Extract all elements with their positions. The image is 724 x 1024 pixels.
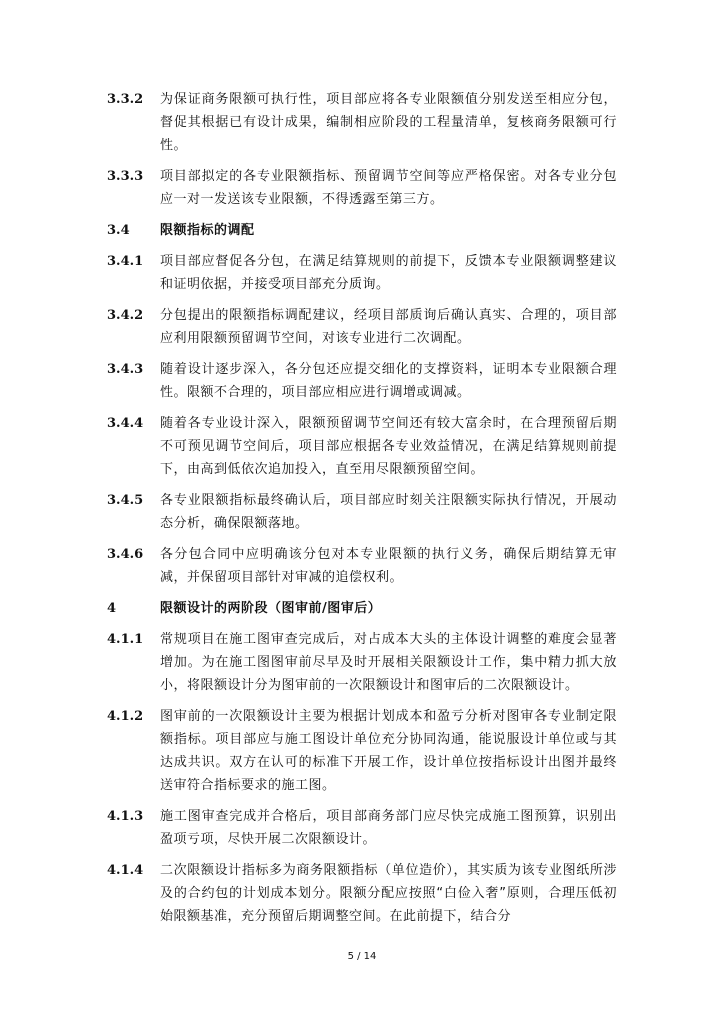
clause-text: 项目部拟定的各专业限额指标、预留调节空间等应严格保密。对各专业分包应一对一发送该专业限额，不得透露至第三方。	[160, 169, 617, 207]
clause-number: 3.4.5	[107, 493, 144, 508]
clause-number: 3.3.2	[107, 92, 144, 107]
clause-number: 3.4.2	[107, 308, 144, 323]
clause	[107, 358, 617, 404]
clause-number: 3.4.6	[107, 547, 144, 562]
clause	[107, 250, 617, 296]
heading-text: 限额设计的两阶段（图审前/图审后）	[160, 601, 382, 616]
clause	[107, 165, 617, 211]
clause-text: 为保证商务限额可执行性，项目部应将各专业限额值分别发送至相应分包，督促其根据已有设计成果，编制相应阶段的工程量清单，复核商务限额可行性。	[160, 92, 617, 153]
clause	[107, 705, 617, 797]
clause-text: 图审前的一次限额设计主要为根据计划成本和盈亏分析对图审各专业制定限额指标。项目部应与施工图设计单位充分协同沟通，能说服设计单位或与其达成共识。双方在认可的标准下开展工作，设计单位按指标设计出图并最终送审符合指标要求的施工图。	[160, 709, 617, 793]
clause-text: 二次限额设计指标多为商务限额指标（单位造价），其实质为该专业图纸所涉及的合约包的计划成本划分。限额分配应按照“白俭入奢”原则，合理压低初始限额基准，充分预留后期调整空间。在此前提下，结合分	[160, 863, 617, 924]
clause-number: 4.1.4	[107, 863, 144, 878]
clause-text: 项目部应督促各分包，在满足结算规则的前提下，反馈本专业限额调整建议和证明依据，并接受项目部充分质询。	[160, 254, 617, 292]
section-heading	[107, 597, 617, 620]
clause-text: 各分包合同中应明确该分包对本专业限额的执行义务，确保后期结算无审减，并保留项目部针对审减的追偿权利。	[160, 547, 617, 585]
clause-text: 常规项目在施工图审查完成后，对占成本大头的主体设计调整的难度会显著增加。为在施工图图审前尽早及时开展相关限额设计工作，集中精力抓大放小，将限额设计分为图审前的一次限额设计和图审后的二次限额设计。	[160, 632, 617, 693]
heading-text: 限额指标的调配	[160, 223, 255, 238]
clause	[107, 489, 617, 535]
clause-text: 施工图审查完成并合格后，项目部商务部门应尽快完成施工图预算，识别出盈项亏项，尽快开展二次限额设计。	[160, 809, 617, 847]
clause	[107, 859, 617, 928]
clause-number: 3.4.3	[107, 362, 144, 377]
clause	[107, 628, 617, 697]
clause-number: 4.1.3	[107, 809, 144, 824]
clause-number: 3.4	[107, 223, 130, 238]
document-body	[107, 88, 617, 936]
page-number: 5 / 14	[347, 951, 377, 962]
clause-text: 分包提出的限额指标调配建议，经项目部质询后确认真实、合理的，项目部应利用限额预留调节空间，对该专业进行二次调配。	[160, 308, 617, 346]
clause-text: 各专业限额指标最终确认后，项目部应时刻关注限额实际执行情况，开展动态分析，确保限额落地。	[160, 493, 617, 531]
clause-text: 随着各专业设计深入，限额预留调节空间还有较大富余时，在合理预留后期不可预见调节空间后，项目部应根据各专业效益情况，在满足结算规则前提下，由高到低依次追加投入，直至用尽限额预留空间。	[160, 416, 617, 477]
clause	[107, 805, 617, 851]
clause	[107, 304, 617, 350]
clause	[107, 88, 617, 157]
clause-number: 4	[107, 601, 117, 616]
clause-number: 3.3.3	[107, 169, 144, 184]
clause-number: 4.1.1	[107, 632, 144, 647]
clause-number: 4.1.2	[107, 709, 144, 724]
clause-text: 随着设计逐步深入，各分包还应提交细化的支撑资料，证明本专业限额合理性。限额不合理的，项目部应相应进行调增或调减。	[160, 362, 617, 400]
clause	[107, 412, 617, 481]
clause	[107, 543, 617, 589]
clause-number: 3.4.1	[107, 254, 144, 269]
section-heading	[107, 219, 617, 242]
clause-number: 3.4.4	[107, 416, 144, 431]
